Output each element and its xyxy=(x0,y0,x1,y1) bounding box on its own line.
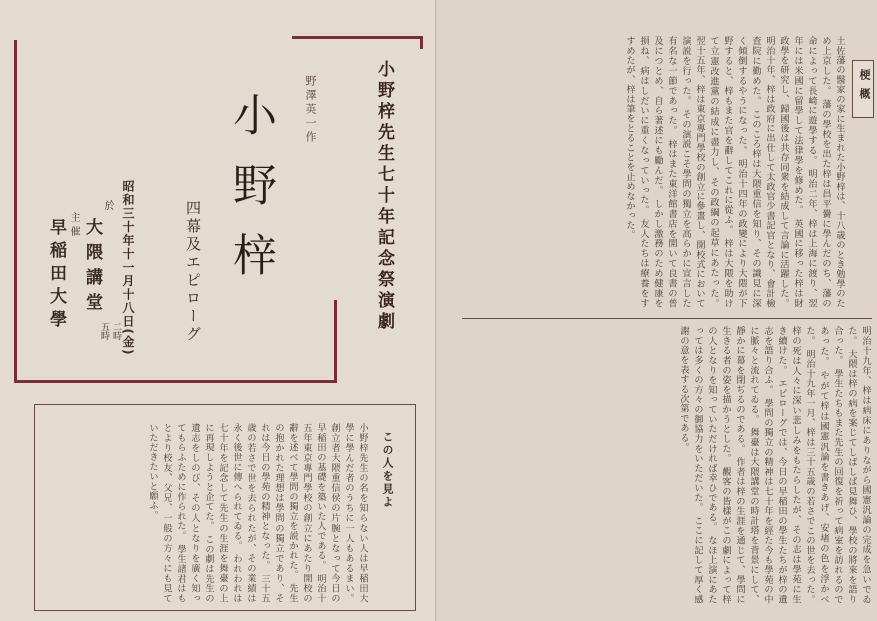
summary-col: 土佐藩の醫家の家に生まれた小野梓は、十八歳のとき勉學のため上京した。 xyxy=(820,36,845,308)
time-1: 二時 xyxy=(111,322,121,340)
event-subtitle: 小野梓先生七十年記念祭演劇 xyxy=(374,60,394,333)
summary-col: エピローグでは、今日の早稲田の學生たちが梓の遺志を語り合ふ。 xyxy=(762,326,787,604)
left-page xyxy=(0,0,436,621)
play-author: 野澤英一作 xyxy=(304,75,317,145)
summary-col: 明治十四年の政變により大隈が下野すると、梓もまた官を辭してこれに從ふ。 xyxy=(722,36,747,308)
performance-date: 昭和三十年十一月十八日(金) xyxy=(121,180,135,356)
summary-top xyxy=(468,36,846,308)
summary-col: 學問の獨立の精神は七十年を經た今も學苑の中に脈々と流れてゐる。 xyxy=(748,326,773,604)
summary-col: 大隈は梓の病を案じてしばしば見舞ひ、學校の將來を語り合った。 xyxy=(832,326,857,604)
summary-col: なほ上演にあたっては多くの方々の御協力をいただいた。 xyxy=(692,326,717,604)
essay-col: われわれは七十年を記念して先生の生涯を舞臺の上に再現しようと企てた。 xyxy=(203,423,242,603)
essay-col: 小野梓先生の名を知らない人は早稲田大學に學んだ者のうちに一人もあるまい。 xyxy=(343,423,368,603)
summary-col: ここに記して厚く感謝の意を表する次第である。 xyxy=(678,326,703,604)
time-2: 五時 xyxy=(99,322,109,340)
section-divider xyxy=(462,318,872,319)
summary-col: このころ梓は大隈重信を知り、その識見に深く傾倒するやうになった。 xyxy=(736,36,761,308)
play-acts: 四幕及エピローグ xyxy=(184,200,202,344)
summary-col: 梓は大隈を助けて立憲改進黨の結成に盡力し、その政綱の起草にあたった。 xyxy=(708,36,733,308)
summary-col: 梓はまた東洋館書店を開いて良書の普及につとめ、自ら著述にも勵んだ。 xyxy=(652,36,677,308)
summary-col: しかし激務のため健康を損ね、病はしだいに重くなっていった。 xyxy=(638,36,663,308)
essay-col: この劇は先生の遺志をしのび、その人となりを廣く知ってもらふために作られた。 xyxy=(175,423,214,603)
summary-col: 明治十九年、梓は病床にありながら國憲汎論の完成を急いでゐた。 xyxy=(846,326,871,604)
summary-col: 舞臺は大隈講堂の時計塔を背景にして、靜かに幕を閉ぢるのである。 xyxy=(734,326,759,604)
essay-body xyxy=(43,423,369,603)
play-title: 小野梓 xyxy=(225,92,276,302)
essay-col: 學生諸君はもとより校友、父兄、一般の方々にも見ていただきたいと願ふ。 xyxy=(147,423,186,603)
section-label: 梗概 xyxy=(858,69,871,107)
essay-col: 明治十五年東京專門學校の創立にあたり開校の辭を述べて學問の獨立を説かれた。 xyxy=(287,423,326,603)
summary-col: 明治十年、梓は政府に出仕して太政官少書記官となり、會計檢査院に勤めた。 xyxy=(750,36,775,308)
summary-col: 明治二年、梓は上海に渡り、翌年には米國に留學して法律學を修めた。 xyxy=(792,36,817,308)
summary-col: その演説こそ學問の獨立を高らかに宣言した有名な一節であった。 xyxy=(666,36,691,308)
summary-col: 梓の死は人々に深い悲しみをもたらしたが、その志は學苑に生き續けた。 xyxy=(776,326,801,604)
essay-col: 三十五歳の若さで世を去られたが、その業績は永く後世に傳へられてゐる。 xyxy=(231,423,270,603)
title-bracket-top-right xyxy=(292,36,423,49)
summary-col: 藩の學校を出た梓は昌平黌に學んだのち、藩の命によって長崎に遊學する。 xyxy=(806,36,831,308)
summary-bottom xyxy=(462,326,872,604)
essay-heading: この人を見よ xyxy=(381,431,394,509)
summary-col: 友人たちは療養をすすめたが、梓は筆をとることを止めなかった。 xyxy=(624,36,649,308)
host-prefix: 主催 xyxy=(68,212,79,240)
summary-col: 明治十九年一月、梓は三十五歳の若さでこの世を去った。 xyxy=(804,349,815,604)
essay-col: 創立者大隈重信侯の片腕となって今日の早稲田の基礎を築いた人である。 xyxy=(315,423,340,603)
summary-col: 英國に移った梓は財政學を研究し、歸國後は共存同衆を結成して言論に活躍した。 xyxy=(778,36,803,308)
summary-col: やがて梓は國憲汎論を書きあげ、安堵の色を浮かべた。 xyxy=(804,326,829,604)
venue-prefix: 於 xyxy=(102,200,113,210)
host: 早稲田大學 xyxy=(46,218,66,333)
summary-col: 翌十五年、梓は東京專門學校の創立に參畫し、開校式において演説を行った。 xyxy=(680,36,705,308)
essay-col: 先生の抱かれた理想は學問の獨立であり、それは今日の學苑の精神となった。 xyxy=(259,423,298,603)
section-label-box xyxy=(852,60,874,118)
summary-col: 作者は梓の生涯を通じて、學問に生きる者の姿を描かうとした。 xyxy=(720,326,745,604)
venue: 大隈講堂 xyxy=(82,218,102,318)
summary-col: 觀客の皆樣がこの劇によって梓の人となりを知っていただければ幸ひである。 xyxy=(706,326,731,604)
summary-col: 學生たちもまた先生の回復を祈って病室を訪れるのであった。 xyxy=(818,326,843,604)
essay-box xyxy=(34,404,416,611)
right-page xyxy=(438,0,877,621)
